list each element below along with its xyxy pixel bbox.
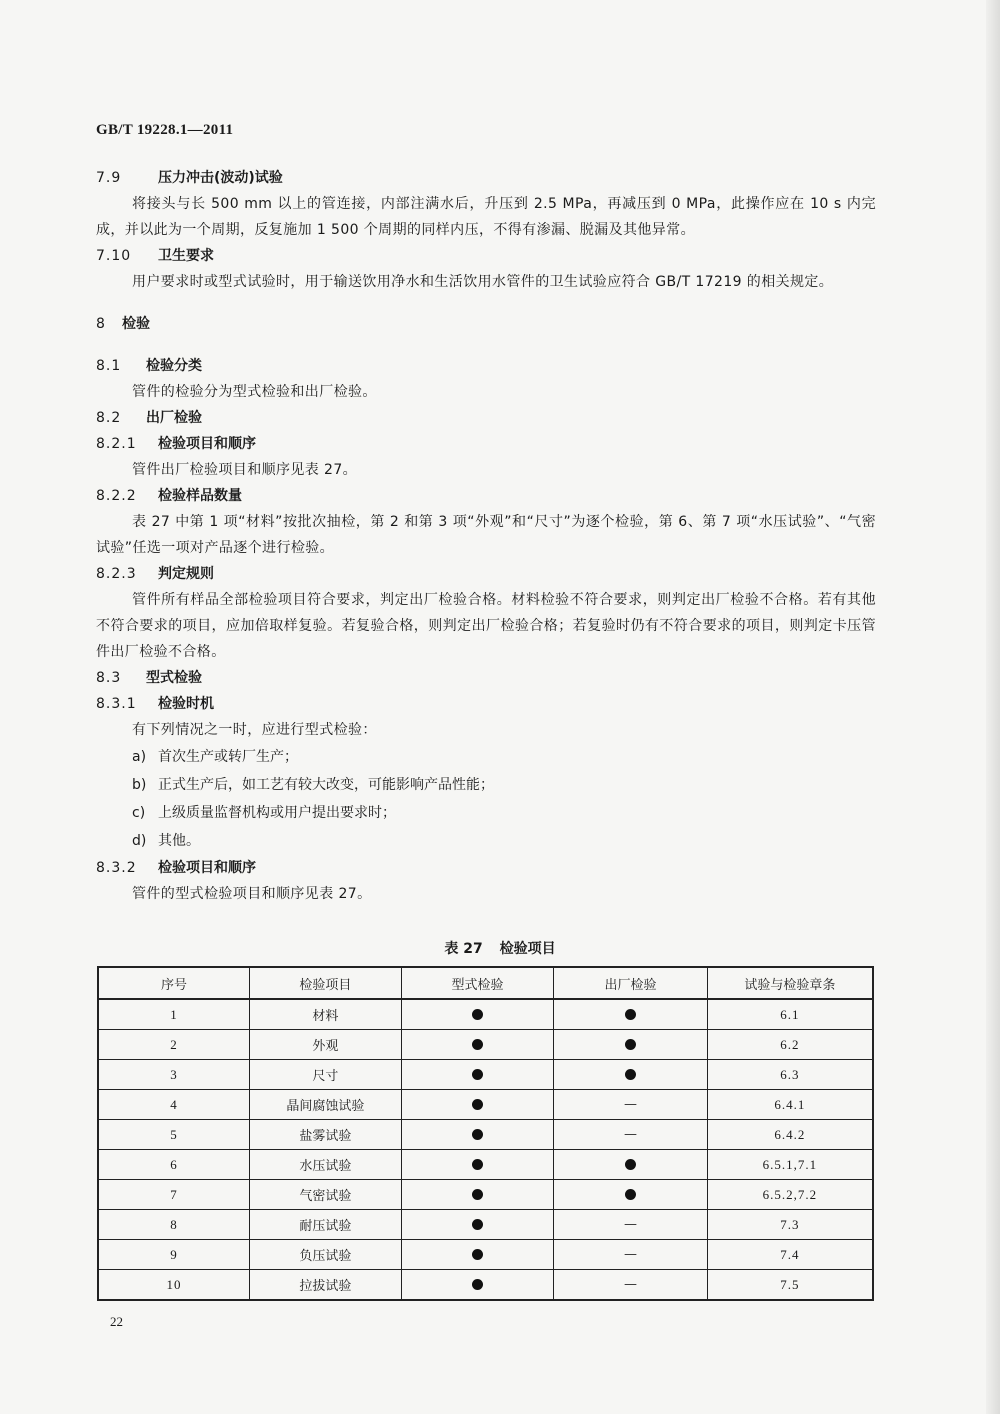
cell-factory-inspection bbox=[554, 1180, 708, 1210]
cell-clause bbox=[707, 1090, 873, 1120]
cell-clause-text: 6.5.1,7.1 bbox=[762, 1156, 818, 1172]
cell-item-text: 外观 bbox=[312, 1039, 339, 1054]
cell-clause bbox=[707, 1270, 873, 1301]
cell-serial bbox=[98, 1060, 250, 1090]
cell-clause-text: 6.1 bbox=[780, 1006, 800, 1022]
filled-circle-mark bbox=[472, 1219, 483, 1230]
cell-factory-inspection bbox=[554, 1060, 708, 1090]
inspection-table bbox=[97, 966, 874, 1301]
table-row bbox=[98, 1030, 873, 1060]
filled-circle-mark bbox=[472, 1039, 483, 1050]
paragraph-8-2-3: 管件所有样品全部检验项目符合要求，判定出厂检验合格。材料检验不符合要求，则判定出厂检验不合格。若有其他不符合要求的项目，应加倍取样复验。若复验合格，则判定出厂检验合格；若复验时仍有不符合要求的项目，则判定卡压管件出厂检验不合格。 bbox=[96, 592, 876, 660]
cell-serial bbox=[98, 1090, 250, 1120]
cell-clause bbox=[707, 1030, 873, 1060]
cell-factory-inspection bbox=[554, 1090, 708, 1120]
filled-circle-mark bbox=[472, 1099, 483, 1110]
cell-item-text: 气密试验 bbox=[299, 1189, 352, 1204]
cell-item-text: 尺寸 bbox=[312, 1069, 339, 1084]
cell-serial bbox=[98, 1240, 250, 1270]
cell-serial-text: 9 bbox=[170, 1246, 178, 1262]
standard-number: GB/T 19228.1—2011 bbox=[96, 122, 234, 138]
cell-item bbox=[250, 1060, 402, 1090]
cell-clause-text: 6.5.2,7.2 bbox=[762, 1186, 818, 1202]
paragraph-7-10: 用户要求时或型式试验时，用于输送饮用净水和生活饮用水管件的卫生试验应符合 GB/T 17219 的相关规定。 bbox=[132, 274, 834, 290]
cell-type-inspection bbox=[401, 999, 554, 1030]
filled-circle-mark bbox=[625, 1189, 636, 1200]
cell-serial bbox=[98, 1180, 250, 1210]
paragraph-8-2-1: 管件出厂检验项目和顺序见表 27。 bbox=[132, 462, 358, 478]
cell-item-text: 拉拔试验 bbox=[299, 1279, 352, 1294]
cell-clause bbox=[707, 1240, 873, 1270]
table-row bbox=[98, 1150, 873, 1180]
cell-type-inspection bbox=[401, 1120, 554, 1150]
filled-circle-mark bbox=[472, 1249, 483, 1260]
paragraph-8-1: 管件的检验分为型式检验和出厂检验。 bbox=[132, 384, 377, 400]
heading-8-2-2: 8.2.2 检验样品数量 bbox=[96, 488, 242, 504]
cell-serial-text: 6 bbox=[170, 1156, 178, 1172]
document-body bbox=[96, 165, 876, 907]
cell-clause bbox=[707, 999, 873, 1030]
cell-type-inspection bbox=[401, 1240, 554, 1270]
cell-type-inspection bbox=[401, 1180, 554, 1210]
cell-type-inspection bbox=[401, 1030, 554, 1060]
cell-serial bbox=[98, 1030, 250, 1060]
header-type-inspection: 型式检验 bbox=[401, 967, 554, 999]
paragraph-8-3-1-intro: 有下列情况之一时，应进行型式检验： bbox=[132, 722, 377, 738]
cell-item bbox=[250, 999, 402, 1030]
filled-circle-mark bbox=[472, 1069, 483, 1080]
table-body bbox=[98, 999, 873, 1300]
cell-serial-text: 3 bbox=[170, 1066, 178, 1082]
paragraph-8-2-2: 表 27 中第 1 项“材料”按批次抽检，第 2 和第 3 项“外观”和“尺寸”为逐个检验，第 6、第 7 项“水压试验”、“气密试验”任选一项对产品逐个进行检验。 bbox=[96, 514, 876, 556]
dash-mark: — bbox=[624, 1217, 638, 1232]
filled-circle-mark bbox=[472, 1189, 483, 1200]
filled-circle-mark bbox=[472, 1159, 483, 1170]
cell-serial-text: 2 bbox=[170, 1036, 178, 1052]
cell-item-text: 晶间腐蚀试验 bbox=[286, 1099, 365, 1114]
list-item: d) 其他。 bbox=[132, 833, 200, 849]
cell-factory-inspection bbox=[554, 1240, 708, 1270]
filled-circle-mark bbox=[625, 1159, 636, 1170]
cell-serial-text: 10 bbox=[166, 1276, 182, 1292]
list-item: a) 首次生产或转厂生产； bbox=[132, 749, 298, 765]
cell-factory-inspection bbox=[554, 999, 708, 1030]
heading-8: 8 检验 bbox=[96, 316, 150, 332]
cell-type-inspection bbox=[401, 1210, 554, 1240]
cell-factory-inspection bbox=[554, 1030, 708, 1060]
table-title: 检验项目 bbox=[499, 941, 556, 957]
cell-clause-text: 7.4 bbox=[780, 1246, 800, 1262]
cell-type-inspection bbox=[401, 1060, 554, 1090]
heading-8-2: 8.2 出厂检验 bbox=[96, 410, 202, 426]
cell-serial bbox=[98, 1150, 250, 1180]
cell-serial-text: 7 bbox=[170, 1186, 178, 1202]
heading-8-2-3: 8.2.3 判定规则 bbox=[96, 566, 214, 582]
cell-serial-text: 1 bbox=[170, 1006, 178, 1022]
cell-clause bbox=[707, 1060, 873, 1090]
cell-factory-inspection bbox=[554, 1150, 708, 1180]
heading-8-3-2: 8.3.2 检验项目和顺序 bbox=[96, 860, 256, 876]
cell-clause-text: 7.5 bbox=[780, 1276, 800, 1292]
cell-item bbox=[250, 1150, 402, 1180]
cell-item-text: 水压试验 bbox=[299, 1159, 352, 1174]
filled-circle-mark bbox=[472, 1129, 483, 1140]
filled-circle-mark bbox=[625, 1039, 636, 1050]
cell-serial bbox=[98, 1270, 250, 1301]
cell-clause bbox=[707, 1210, 873, 1240]
page-number: 22 bbox=[110, 1314, 123, 1329]
cell-item bbox=[250, 1030, 402, 1060]
dash-mark: — bbox=[624, 1277, 638, 1292]
cell-clause-text: 6.4.2 bbox=[774, 1126, 806, 1142]
cell-item-text: 负压试验 bbox=[299, 1249, 352, 1264]
list-item: c) 上级质量监督机构或用户提出要求时； bbox=[132, 805, 396, 821]
cell-serial bbox=[98, 1120, 250, 1150]
cell-clause-text: 7.3 bbox=[780, 1216, 800, 1232]
dash-mark: — bbox=[624, 1247, 638, 1262]
filled-circle-mark bbox=[625, 1009, 636, 1020]
table-header-row bbox=[98, 967, 873, 999]
cell-item-text: 盐雾试验 bbox=[299, 1129, 352, 1144]
table-row bbox=[98, 1090, 873, 1120]
table-row bbox=[98, 1270, 873, 1301]
cell-clause bbox=[707, 1180, 873, 1210]
filled-circle-mark bbox=[472, 1279, 483, 1290]
cell-factory-inspection bbox=[554, 1210, 708, 1240]
cell-clause-text: 6.3 bbox=[780, 1066, 800, 1082]
heading-8-2-1: 8.2.1 检验项目和顺序 bbox=[96, 436, 256, 452]
cell-clause-text: 6.2 bbox=[780, 1036, 800, 1052]
cell-type-inspection bbox=[401, 1090, 554, 1120]
cell-factory-inspection bbox=[554, 1270, 708, 1301]
cell-serial-text: 4 bbox=[170, 1096, 178, 1112]
heading-8-1: 8.1 检验分类 bbox=[96, 358, 202, 374]
cell-item bbox=[250, 1180, 402, 1210]
paragraph-7-9: 将接头与长 500 mm 以上的管连接，内部注满水后，升压到 2.5 MPa，再减压到 0 MPa，此操作应在 10 s 内完成，并以此为一个周期，反复施加 1 500 个周期的同样内压，不得有渗漏、脱漏及其他异常。 bbox=[96, 196, 876, 238]
cell-type-inspection bbox=[401, 1150, 554, 1180]
cell-clause-text: 6.4.1 bbox=[774, 1096, 806, 1112]
cell-serial bbox=[98, 1210, 250, 1240]
cell-serial-text: 8 bbox=[170, 1216, 178, 1232]
cell-serial-text: 5 bbox=[170, 1126, 178, 1142]
cell-factory-inspection bbox=[554, 1120, 708, 1150]
heading-7-9: 7.9 压力冲击(波动)试验 bbox=[96, 170, 283, 186]
cell-type-inspection bbox=[401, 1270, 554, 1301]
filled-circle-mark bbox=[472, 1009, 483, 1020]
table-row bbox=[98, 1180, 873, 1210]
dash-mark: — bbox=[624, 1127, 638, 1142]
heading-8-3: 8.3 型式检验 bbox=[96, 670, 202, 686]
header-clause: 试验与检验章条 bbox=[707, 967, 873, 999]
header-serial: 序号 bbox=[98, 967, 250, 999]
header-factory-inspection: 出厂检验 bbox=[554, 967, 708, 999]
cell-item bbox=[250, 1210, 402, 1240]
table-row bbox=[98, 1240, 873, 1270]
cell-clause bbox=[707, 1150, 873, 1180]
header-item: 检验项目 bbox=[250, 967, 402, 999]
heading-8-3-1: 8.3.1 检验时机 bbox=[96, 696, 214, 712]
cell-item bbox=[250, 1270, 402, 1301]
dash-mark: — bbox=[624, 1097, 638, 1112]
table-row bbox=[98, 1060, 873, 1090]
heading-7-10: 7.10 卫生要求 bbox=[96, 248, 214, 264]
cell-item-text: 材料 bbox=[312, 1009, 339, 1024]
cell-clause bbox=[707, 1120, 873, 1150]
page-edge-shadow bbox=[986, 0, 1000, 1414]
table-caption bbox=[0, 938, 1000, 958]
cell-item bbox=[250, 1240, 402, 1270]
table-row bbox=[98, 1210, 873, 1240]
table-number: 表 27 bbox=[444, 941, 483, 957]
cell-item-text: 耐压试验 bbox=[299, 1219, 352, 1234]
cell-item bbox=[250, 1090, 402, 1120]
cell-item bbox=[250, 1120, 402, 1150]
table-row bbox=[98, 999, 873, 1030]
table-row bbox=[98, 1120, 873, 1150]
paragraph-8-3-2: 管件的型式检验项目和顺序见表 27。 bbox=[132, 886, 372, 902]
list-item: b) 正式生产后，如工艺有较大改变，可能影响产品性能； bbox=[132, 777, 494, 793]
filled-circle-mark bbox=[625, 1069, 636, 1080]
cell-serial bbox=[98, 999, 250, 1030]
